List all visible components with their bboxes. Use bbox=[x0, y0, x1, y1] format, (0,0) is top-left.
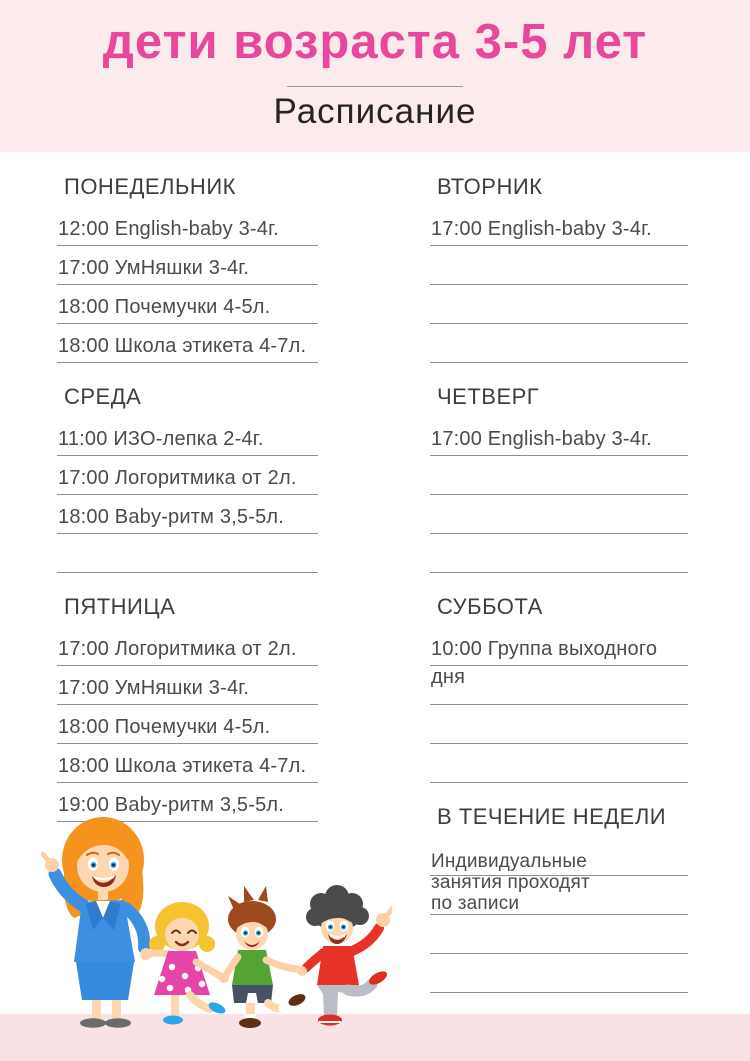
blank-row bbox=[430, 285, 688, 324]
girl-figure bbox=[148, 902, 227, 1025]
entry-text: 17:00 УмНяшки 3-4г. bbox=[58, 257, 250, 279]
day-section-friday bbox=[57, 594, 318, 822]
blank-row bbox=[430, 495, 688, 534]
entry-text: 12:00 English-baby 3-4г. bbox=[58, 218, 279, 240]
schedule-entry-row bbox=[57, 246, 318, 285]
entry-text: 18:00 Школа этикета 4-7л. bbox=[58, 755, 307, 777]
day-label: ПОНЕДЕЛЬНИК bbox=[64, 174, 236, 199]
entry-text: 18:00 Baby-ритм 3,5-5л. bbox=[58, 506, 285, 528]
day-section-monday bbox=[57, 174, 318, 363]
entry-text: 18:00 Почемучки 4-5л. bbox=[58, 296, 271, 318]
schedule-rows bbox=[430, 627, 688, 783]
entry-text: 17:00 English-baby 3-4г. bbox=[431, 428, 652, 450]
title-divider bbox=[287, 86, 463, 87]
schedule-rows bbox=[430, 207, 688, 363]
blank-row bbox=[430, 666, 688, 705]
boy-red-figure bbox=[297, 885, 392, 1026]
schedule-entry-row bbox=[57, 285, 318, 324]
blank-row bbox=[430, 954, 688, 993]
schedule-entry-row bbox=[430, 837, 688, 914]
entry-text: 17:00 УмНяшки 3-4г. bbox=[58, 677, 250, 699]
teacher-figure bbox=[43, 817, 152, 1028]
day-label: СУББОТА bbox=[437, 594, 543, 619]
entry-text: 17:00 Логоритмика от 2л. bbox=[58, 467, 297, 489]
day-label: ВТОРНИК bbox=[437, 174, 543, 199]
blank-row bbox=[430, 876, 688, 915]
schedule-entry-row bbox=[430, 627, 688, 688]
day-label: В ТЕЧЕНИЕ НЕДЕЛИ bbox=[437, 804, 667, 829]
schedule-rows bbox=[430, 417, 688, 573]
blank-row bbox=[430, 705, 688, 744]
schedule-entry-row bbox=[57, 207, 318, 246]
day-section-saturday bbox=[430, 594, 688, 783]
schedule-entry-row bbox=[57, 666, 318, 705]
schedule-entry-row bbox=[430, 417, 688, 456]
schedule-rows bbox=[57, 417, 318, 573]
blank-row bbox=[430, 744, 688, 783]
day-label: СРЕДА bbox=[64, 384, 142, 409]
day-label: ЧЕТВЕРГ bbox=[437, 384, 540, 409]
entry-text: Индивидуальные занятия проходят по записи bbox=[431, 851, 590, 914]
schedule-entry-row bbox=[430, 207, 688, 246]
schedule-entry-row bbox=[57, 705, 318, 744]
entry-text: 18:00 Почемучки 4-5л. bbox=[58, 716, 271, 738]
blank-row bbox=[430, 534, 688, 573]
blank-row bbox=[430, 324, 688, 363]
poster-title: дети возраста 3-5 лет bbox=[102, 15, 648, 69]
entry-text: 19:00 Baby-ритм 3,5-5л. bbox=[58, 794, 285, 816]
schedule-entry-row bbox=[57, 744, 318, 783]
day-section-weekly bbox=[430, 804, 688, 993]
blank-row bbox=[430, 915, 688, 954]
entry-text: 10:00 Группа выходного дня bbox=[431, 638, 658, 688]
schedule-entry-row bbox=[57, 495, 318, 534]
day-section-wednesday bbox=[57, 384, 318, 573]
blank-row bbox=[430, 246, 688, 285]
day-label: ПЯТНИЦА bbox=[64, 594, 176, 619]
boy-green-figure bbox=[219, 886, 307, 1028]
entry-text: 17:00 Логоритмика от 2л. bbox=[58, 638, 297, 660]
poster-subtitle: Расписание bbox=[273, 92, 477, 131]
blank-row bbox=[57, 534, 318, 573]
day-section-tuesday bbox=[430, 174, 688, 363]
schedule-entry-row bbox=[57, 456, 318, 495]
schedule-entry-row bbox=[57, 417, 318, 456]
schedule-entry-row bbox=[57, 627, 318, 666]
teacher-children-illustration bbox=[38, 812, 392, 1032]
day-section-thursday bbox=[430, 384, 688, 573]
blank-row bbox=[430, 456, 688, 495]
schedule-rows bbox=[57, 627, 318, 822]
entry-text: 17:00 English-baby 3-4г. bbox=[431, 218, 652, 240]
entry-text: 18:00 Школа этикета 4-7л. bbox=[58, 335, 307, 357]
schedule-entry-row bbox=[57, 324, 318, 363]
schedule-rows bbox=[57, 207, 318, 363]
schedule-rows bbox=[430, 837, 688, 993]
poster-header bbox=[0, 0, 750, 152]
entry-text: 11:00 ИЗО-лепка 2-4г. bbox=[58, 428, 264, 450]
